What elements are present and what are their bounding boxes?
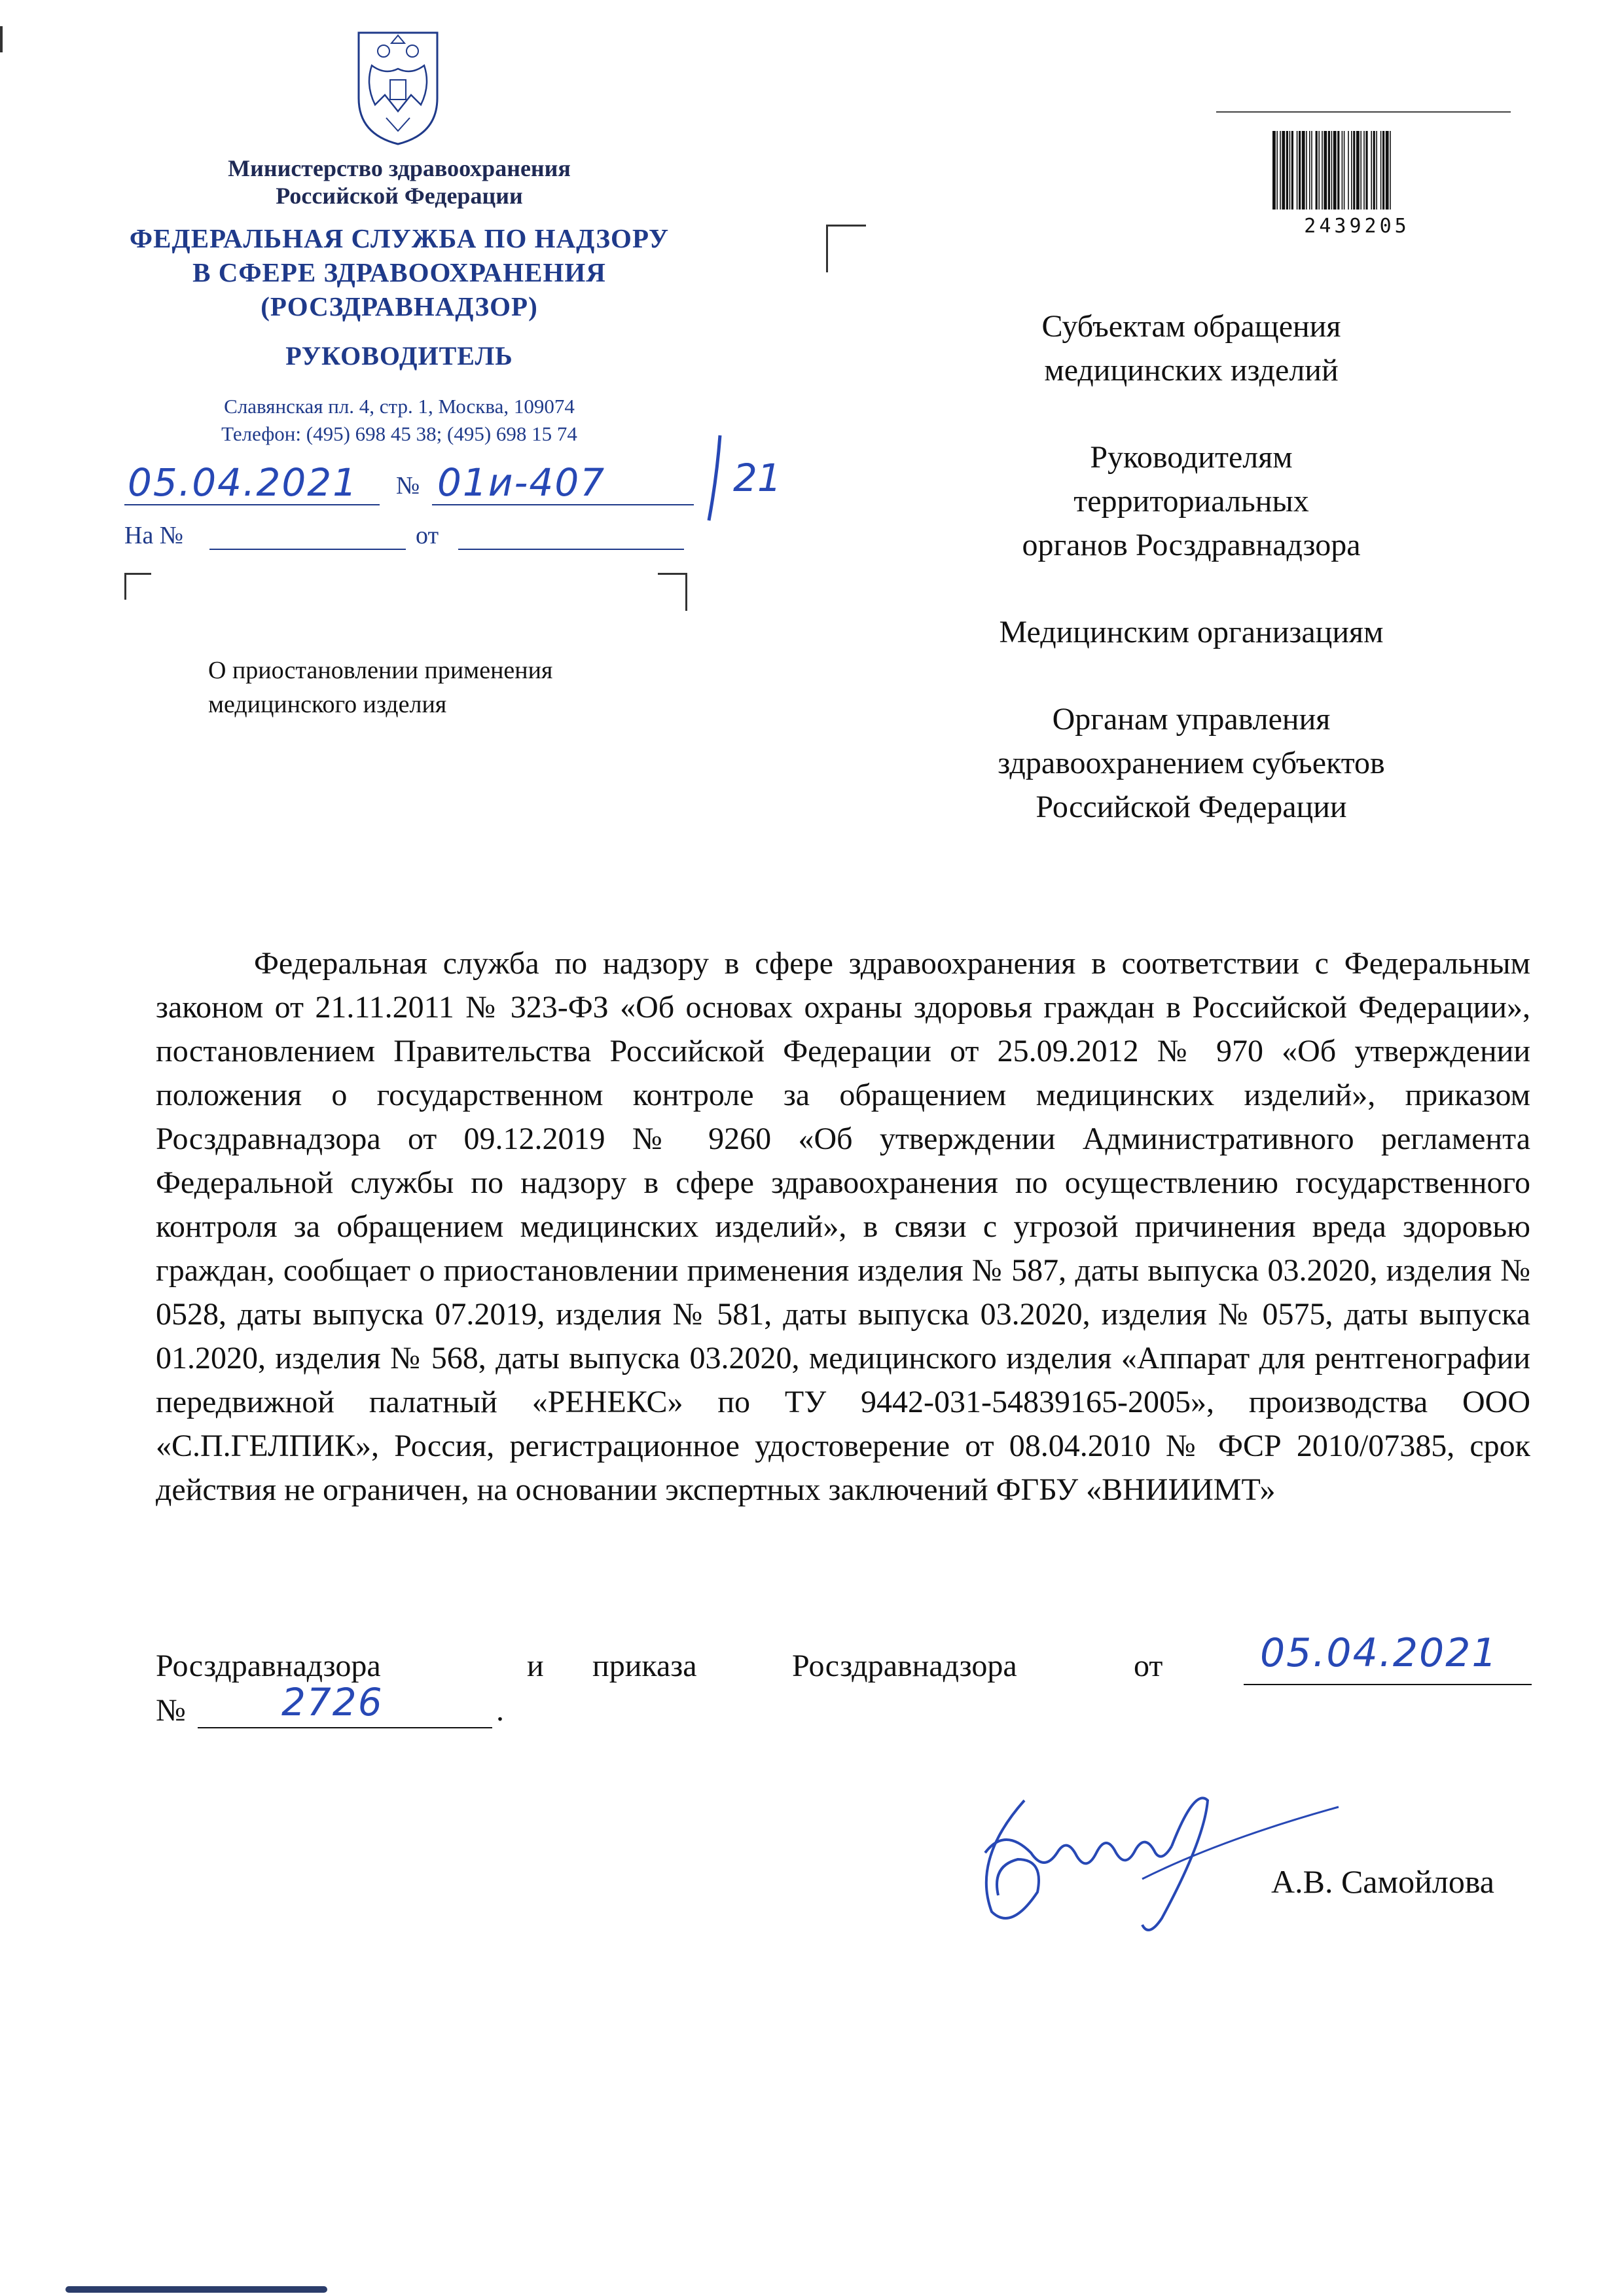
letter-body: Федеральная служба по надзору в сфере здравоохранения в соответствии с Федеральным законом от 21.11.2011 № 323-ФЗ «Об основах охраны здоровья граждан в Российской Федерации», постановлением Правительства Российской Федерации от 25.09.2012 № 970 «Об утверждении положения о государственном контроле за обращением медицинских изделий», приказом Росздравнадзора от 09.12.2019 № 9260 «Об утверждении Административного регламента Федеральной службы по надзору в сфере здравоохранения по осуществлению государственного контроля за обращением медицинских изделий», в связи с угрозой причинения вреда здоровью граждан, сообщает о приостановлении применения изделия № 587, даты выпуска 03.2020, изделия № 0528, даты выпуска 07.2019, изделия № 581, даты выпуска 03.2020, изделия № 0575, даты выпуска 01.2020, изделия № 568, даты выпуска 03.2020, медицинского изделия «Аппарат для рентгенографии передвижной палатный «РЕНЕКС» по ТУ 9442-031-54839165-2005», производства ООО «С.П.ГЕЛПИК», Россия, регистрационное удостоверение от 08.04.2010 № ФСР 2010/07385, срок действия не ограничен, на основании экспертных заключений ФГБУ «ВНИИИМТ» <box>156 946 1530 1507</box>
barcode-bar <box>1322 131 1323 210</box>
recipient-1: Субъектам обращения медицинских изделий <box>1041 309 1341 388</box>
address-block: Славянская пл. 4, стр. 1, Москва, 109074 Телефон: (495) 698 45 38; (495) 698 15 74 <box>221 395 577 445</box>
barcode-bar <box>1282 131 1285 210</box>
outgoing-date: 05.04.2021 <box>128 460 359 505</box>
handwritten-signature <box>946 1781 1345 1938</box>
barcode-bar <box>1348 131 1349 210</box>
on-no-label: На № <box>124 522 184 549</box>
barcode-bar <box>1331 131 1333 210</box>
number-slash-suffix <box>697 432 789 524</box>
signatory-name: А.В. Самойлова <box>1271 1863 1494 1900</box>
subject-corner-left <box>124 573 151 600</box>
ref-date-underline <box>1244 1684 1532 1685</box>
barcode-number: 2439205 <box>1304 215 1410 238</box>
barcode-bar <box>1363 131 1365 210</box>
scan-edge-mark <box>0 26 3 52</box>
barcode-bar <box>1302 131 1305 210</box>
on-no-blank <box>209 549 406 550</box>
barcode-bar <box>1297 131 1298 210</box>
barcode-bar <box>1365 131 1367 210</box>
barcode-bar <box>1356 131 1360 210</box>
barcode-bar <box>1272 131 1276 210</box>
recipient-corner-mark <box>826 225 866 272</box>
head-title: РУКОВОДИТЕЛЬ <box>285 341 513 371</box>
barcode-bar <box>1276 131 1278 210</box>
recipients-block <box>877 304 1505 872</box>
barcode-bar <box>1289 131 1291 210</box>
barcode-bar <box>1351 131 1352 210</box>
barcode-bar <box>1390 131 1391 210</box>
barcode-bar <box>1344 131 1345 210</box>
recipient-3: Медицинским организациям <box>999 615 1384 649</box>
barcode-bar <box>1286 131 1288 210</box>
ref-org: Росздравнадзора <box>156 1649 381 1683</box>
ref-org2: Росздравнадзора <box>792 1649 1017 1683</box>
ref-order: приказа <box>592 1649 697 1683</box>
barcode-bar <box>1306 131 1307 210</box>
ref-number-underline <box>198 1727 492 1728</box>
document-barcode <box>1271 131 1443 216</box>
barcode-bar <box>1353 131 1355 210</box>
barcode-bar <box>1382 131 1384 210</box>
ref-order-number: 2726 <box>281 1680 384 1724</box>
recipient-4: Органам управления здравоохранением субъектов Российской Федерации <box>998 702 1385 824</box>
barcode-bar <box>1328 131 1330 210</box>
subject-corner-right <box>658 573 687 611</box>
barcode-top-line <box>1216 111 1511 113</box>
coat-of-arms-emblem <box>346 26 450 147</box>
service-name: ФЕДЕРАЛЬНАЯ СЛУЖБА ПО НАДЗОРУ В СФЕРЕ ЗДРАВООХРАНЕНИЯ (РОСЗДРАВНАДЗОР) <box>129 223 670 321</box>
scan-bottom-stroke <box>65 2286 327 2293</box>
barcode-bar <box>1280 131 1281 210</box>
letter-subject: О приостановлении применения медицинского изделия <box>208 657 553 718</box>
ref-end-dot: . <box>496 1693 504 1728</box>
barcode-bar <box>1311 131 1312 210</box>
barcode-bar <box>1376 131 1377 210</box>
ministry-name: Министерство здравоохранения Российской Федерации <box>228 155 571 209</box>
outgoing-number: 01и-407 <box>437 460 606 505</box>
barcode-bar <box>1342 131 1343 210</box>
barcode-bar <box>1373 131 1375 210</box>
barcode-bar <box>1360 131 1361 210</box>
ref-and: и <box>527 1649 544 1683</box>
barcode-bar <box>1371 131 1372 210</box>
barcode-bar <box>1291 131 1293 210</box>
from-label: от <box>416 522 439 549</box>
barcode-bar <box>1299 131 1301 210</box>
barcode-bar <box>1309 131 1310 210</box>
ref-no-label: № <box>156 1693 186 1728</box>
barcode-bar <box>1337 131 1339 210</box>
barcode-bar <box>1333 131 1337 210</box>
ref-order-date: 05.04.2021 <box>1260 1630 1498 1676</box>
barcode-bar <box>1318 131 1320 210</box>
barcode-bar <box>1316 131 1318 210</box>
number-suffix: 21 <box>733 456 782 500</box>
from-blank <box>458 549 684 550</box>
number-sign: № <box>396 472 420 500</box>
recipient-2: Руководителям территориальных органов Росздравнадзора <box>1022 440 1361 562</box>
barcode-bar <box>1386 131 1389 210</box>
number-underline <box>432 504 694 505</box>
ref-from-label: от <box>1134 1649 1163 1683</box>
barcode-bar <box>1380 131 1382 210</box>
date-underline <box>124 504 380 505</box>
barcode-bar <box>1324 131 1327 210</box>
